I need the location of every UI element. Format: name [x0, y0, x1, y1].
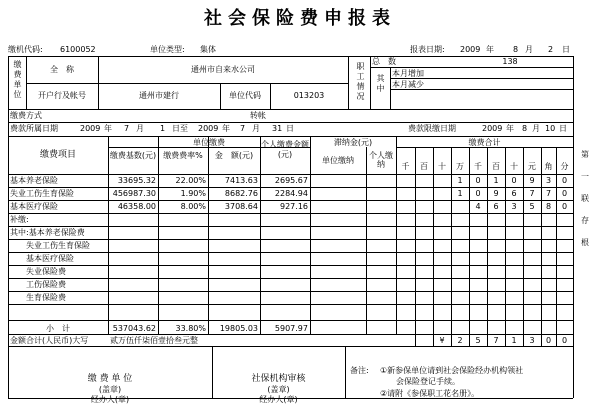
side-text-4: 存 — [581, 216, 589, 225]
grand-digit-6: 0 — [561, 336, 568, 345]
col-late-header: 滞纳金(元) — [333, 138, 373, 147]
report-month: 8 — [513, 45, 519, 54]
subtotal-personal: 5907.97 — [274, 324, 308, 333]
digit-header-3: 万 — [456, 162, 464, 171]
deadline-month-char: 月 — [532, 124, 540, 133]
unit-code-value: 013203 — [293, 91, 325, 100]
digit-header-0: 千 — [401, 162, 410, 171]
row-4-name: 其中:基本养老保险费 — [10, 228, 85, 237]
row-2-name: 基本医疗保险 — [10, 202, 58, 211]
subtotal-label: 小 计 — [46, 324, 70, 333]
total-value: 138 — [502, 57, 518, 66]
row-0-rate: 22.00% — [175, 176, 206, 185]
row-2-digit-7: 5 — [529, 202, 535, 211]
grand-digit-4: 3 — [529, 336, 535, 345]
row-1-digit-9: 0 — [561, 189, 568, 198]
period-start-day: 1 — [160, 124, 166, 133]
report-date-label: 报表日期: — [410, 45, 445, 54]
report-day-char: 日 — [562, 45, 570, 54]
col-item-header: 缴费项目 — [39, 150, 76, 160]
row-2-digit-4: 4 — [475, 202, 481, 211]
row-0-digit-5: 1 — [493, 176, 499, 185]
row-9-name: 生育保险费 — [26, 293, 66, 302]
col-amount-header: 金 额(元) — [214, 151, 254, 160]
bank-label: 开户行及帐号 — [38, 91, 86, 100]
digit-header-1: 百 — [420, 162, 428, 171]
row-2-digit-6: 3 — [511, 202, 517, 211]
grand-total-label: 金额合计(人民币)大写 — [10, 336, 89, 345]
period-year-char-1: 年 — [104, 124, 112, 133]
col-rate-header: 缴费费率% — [163, 151, 203, 160]
subtotal-amount: 19805.03 — [219, 324, 258, 333]
code-value: 6100052 — [60, 45, 96, 54]
row-2-digit-8: 8 — [545, 202, 552, 211]
row-0-amount: 7413.63 — [224, 176, 258, 185]
col-late-unit-header: 单位缴纳 — [322, 156, 354, 165]
footer-unit-seal: (盖章) — [98, 385, 122, 394]
grand-total-text: 贰万伍仟柒佰壹拾叁元整 — [110, 336, 198, 345]
col-sum-header: 缴费合计 — [468, 138, 501, 147]
digit-header-4: 千 — [474, 162, 482, 171]
report-year-char: 年 — [486, 45, 494, 54]
subtotal-rate: 33.80% — [175, 324, 206, 333]
fullname-value: 通州市自来水公司 — [191, 65, 255, 74]
row-1-digit-7: 7 — [529, 189, 535, 198]
row-1-amount: 8682.76 — [224, 189, 258, 198]
side-text-2: 一 — [581, 172, 589, 181]
grand-digit-3: 1 — [511, 336, 517, 345]
bank-value: 通州市建行 — [139, 91, 179, 100]
digit-header-8: 角 — [544, 162, 553, 171]
side-text-5: 根 — [581, 238, 589, 247]
grand-digit-2: 7 — [493, 336, 499, 345]
increase-label: 本月增加 — [392, 69, 424, 78]
period-to: 日至 — [172, 124, 188, 133]
footer-note-1b: 会保险登记手续。 — [396, 377, 460, 386]
row-2-rate: 8.00% — [180, 202, 206, 211]
footer-unit-label: 缴 费 单 位 — [87, 374, 133, 384]
grand-digit-1: 5 — [475, 336, 481, 345]
row-2-base: 46358.00 — [117, 202, 156, 211]
row-0-digit-3: 1 — [457, 176, 463, 185]
page-title: 社会保险费申报表 — [204, 8, 396, 29]
period-end-month: 7 — [240, 124, 246, 133]
row-0-digit-9: 0 — [561, 176, 568, 185]
row-1-rate: 1.90% — [180, 189, 206, 198]
period-end-year: 2009 — [198, 124, 219, 133]
footer-note-label: 备注: — [350, 366, 369, 375]
footer-note-2: ②请附《参保职工花名册》。 — [380, 389, 480, 398]
staff-sub-label: 其中 — [376, 74, 385, 94]
row-3-name: 补缴: — [10, 215, 29, 224]
digit-header-7: 元 — [528, 162, 536, 171]
pay-method-label: 缴费方式 — [10, 111, 42, 120]
col-personal-header: 个人缴费金额(元) — [261, 140, 309, 159]
deadline-day: 10 — [545, 124, 556, 133]
grand-currency-symbol: ¥ — [439, 336, 445, 345]
digit-header-5: 百 — [492, 162, 500, 171]
row-0-digit-8: 3 — [545, 176, 552, 185]
period-label: 费款所属日期 — [10, 124, 58, 133]
deadline-year: 2009 — [482, 124, 503, 133]
pay-method-value: 转帐 — [250, 111, 266, 120]
subtotal-base: 537043.62 — [112, 324, 156, 333]
footer-note-1: ①新参保单位请到社会保险经办机构领社 — [380, 366, 524, 375]
row-6-name: 基本医疗保险 — [26, 254, 74, 263]
deadline-month: 8 — [522, 124, 528, 133]
deadline-label: 费款限缴日期 — [408, 124, 456, 133]
side-text-1: 第 — [581, 150, 589, 159]
row-7-name: 失业保险费 — [26, 267, 66, 276]
row-2-digit-9: 0 — [561, 202, 568, 211]
fullname-label: 全 称 — [50, 65, 74, 74]
row-0-digit-4: 0 — [475, 176, 481, 185]
row-1-digit-8: 7 — [545, 189, 552, 198]
unit-type-value: 集体 — [200, 45, 216, 54]
deadline-day-char: 日 — [559, 124, 567, 133]
row-5-name: 失业工伤生育保险 — [26, 241, 90, 250]
row-1-digit-6: 6 — [511, 189, 517, 198]
row-2-digit-5: 6 — [493, 202, 499, 211]
period-start-year: 2009 — [80, 124, 101, 133]
footer-agency-seal: (盖章) — [267, 385, 290, 394]
col-late-personal-header: 个人缴纳 — [369, 151, 393, 169]
row-8-name: 工伤保险费 — [26, 280, 66, 289]
unit-type-label: 单位类型: — [150, 45, 185, 54]
report-month-char: 月 — [525, 45, 533, 54]
report-day: 2 — [548, 45, 554, 54]
side-text-3: 联 — [581, 194, 589, 203]
col-unit-pay-header: 单位缴费 — [193, 138, 225, 147]
period-month-char-2: 月 — [252, 124, 260, 133]
footer-unit-handler: 经办人(章) — [90, 395, 130, 404]
footer-agency-label: 社保机构审核 — [251, 374, 306, 384]
grand-digit-5: 0 — [545, 336, 552, 345]
row-2-amount: 3708.64 — [224, 202, 258, 211]
code-label: 缴机代码: — [8, 45, 43, 54]
row-2-personal: 927.16 — [280, 202, 308, 211]
total-label: 总 数 — [372, 57, 396, 66]
row-0-personal: 2695.67 — [274, 176, 308, 185]
decrease-label: 本月减少 — [392, 80, 424, 89]
period-month-char-1: 月 — [136, 124, 144, 133]
footer-agency-handler: 经办人(章) — [259, 395, 298, 404]
deadline-year-char: 年 — [506, 124, 514, 133]
row-1-digit-3: 1 — [457, 189, 463, 198]
row-0-digit-7: 9 — [529, 176, 535, 185]
digit-header-9: 分 — [560, 162, 569, 171]
row-1-name: 失业工伤生育保险 — [10, 189, 74, 198]
report-year: 2009 — [460, 45, 481, 54]
row-1-digit-4: 0 — [475, 189, 481, 198]
row-1-base: 456987.30 — [112, 189, 156, 198]
staff-label: 职工情况 — [356, 62, 365, 102]
row-1-digit-5: 9 — [493, 189, 499, 198]
row-0-base: 33695.32 — [117, 176, 156, 185]
unit-side-label: 缴费单位 — [13, 60, 22, 100]
digit-header-6: 十 — [510, 162, 518, 171]
row-1-personal: 2284.94 — [274, 189, 308, 198]
row-0-name: 基本养老保险 — [10, 176, 58, 185]
period-end-day: 31 — [272, 124, 283, 133]
period-end-char: 日 — [286, 124, 294, 133]
col-base-header: 缴费基数(元) — [109, 151, 157, 160]
unit-code-label: 单位代码 — [229, 91, 261, 100]
grand-digit-0: 2 — [457, 336, 463, 345]
digit-header-2: 十 — [438, 162, 446, 171]
period-year-char-2: 年 — [222, 124, 230, 133]
row-0-digit-6: 0 — [511, 176, 517, 185]
period-start-month: 7 — [124, 124, 130, 133]
